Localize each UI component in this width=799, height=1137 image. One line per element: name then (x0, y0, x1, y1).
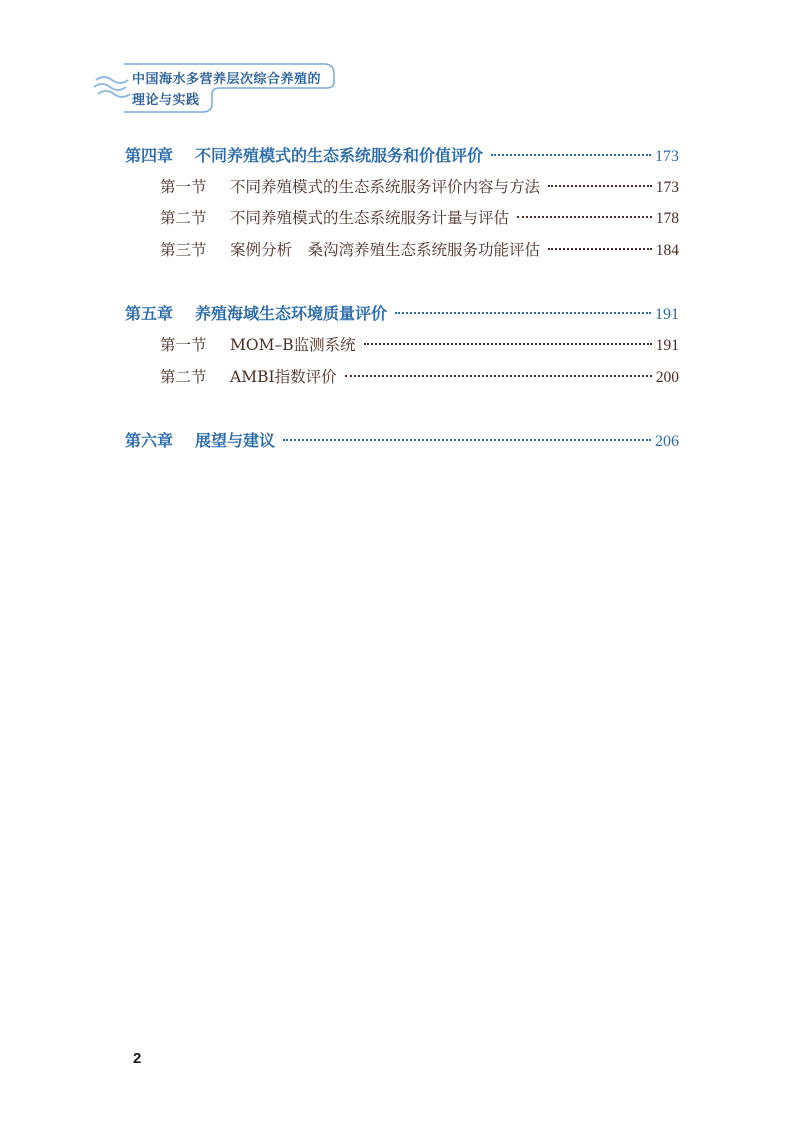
dot-leader (345, 375, 652, 377)
page-number: 2 (133, 1050, 142, 1067)
running-header (94, 60, 354, 114)
section-title: 案例分析 桑沟湾养殖生态系统服务功能评估 (230, 241, 541, 259)
dot-leader (517, 216, 652, 218)
chapter-title: 养殖海域生态环境质量评价 (195, 304, 388, 323)
toc-section-4-2[interactable] (160, 206, 679, 228)
section-label: 第三节 (160, 241, 207, 259)
dot-leader (364, 343, 652, 345)
chapter-label: 第六章 (125, 431, 174, 450)
toc-section-4-1[interactable] (160, 175, 679, 197)
page-ref: 191 (655, 337, 679, 354)
chapter-title: 不同养殖模式的生态系统服务和价值评价 (195, 146, 484, 165)
chapter-label: 第五章 (125, 304, 174, 323)
chapter-title: 展望与建议 (195, 431, 276, 450)
chapter-label: 第四章 (125, 146, 174, 165)
section-title: 不同养殖模式的生态系统服务计量与评估 (230, 209, 510, 227)
header-title-line1: 中国海水多营养层次综合养殖的 (132, 72, 322, 87)
dot-leader (548, 248, 652, 250)
section-title: 不同养殖模式的生态系统服务评价内容与方法 (230, 178, 541, 196)
toc-chapter-5[interactable] (125, 301, 679, 324)
dot-leader (548, 185, 652, 187)
dot-leader (395, 312, 651, 314)
toc-section-4-3[interactable] (160, 238, 679, 260)
page-ref: 173 (655, 179, 679, 196)
toc-chapter-6[interactable] (125, 428, 679, 451)
page-ref: 178 (655, 210, 679, 227)
toc-chapter-4[interactable] (125, 143, 679, 166)
page-ref: 206 (655, 433, 679, 450)
header-title-line2: 理论与实践 (132, 93, 200, 108)
section-label: 第二节 (160, 368, 207, 386)
section-label: 第一节 (160, 178, 207, 196)
dot-leader (283, 439, 651, 441)
page-ref: 184 (655, 242, 679, 259)
section-label: 第一节 (160, 336, 207, 354)
page-ref: 200 (655, 369, 679, 386)
dot-leader (491, 154, 651, 156)
page-ref: 173 (655, 148, 679, 165)
section-title: MOM–B监测系统 (230, 336, 356, 354)
toc-section-5-2[interactable] (160, 365, 679, 387)
page-ref: 191 (655, 306, 679, 323)
section-title: AMBI指数评价 (230, 368, 337, 386)
toc-section-5-1[interactable] (160, 333, 679, 355)
section-label: 第二节 (160, 209, 207, 227)
